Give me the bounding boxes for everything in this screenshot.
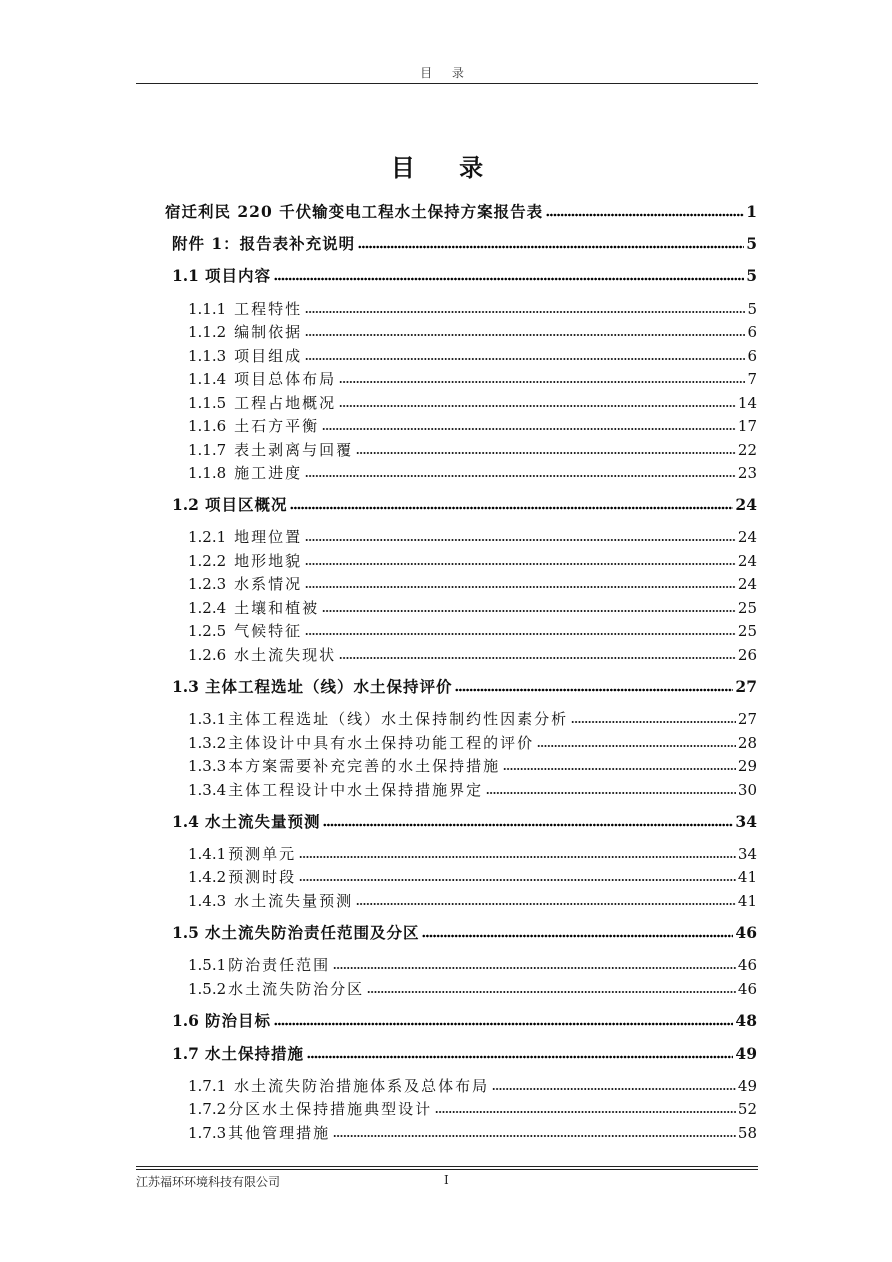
toc-entry-title: 水土流失现状 <box>234 646 337 664</box>
toc-entry-page: 27 <box>735 677 757 696</box>
toc-entry-subsection[interactable] <box>188 462 757 484</box>
toc-entry-subsection[interactable] <box>188 368 757 390</box>
toc-entry-title: 其他管理措施 <box>228 1124 331 1142</box>
toc-entry-page: 27 <box>737 710 757 728</box>
toc-leader-dots <box>305 584 736 590</box>
toc-entry-page: 25 <box>737 599 757 617</box>
toc-entry-number: 1.5.1 <box>188 956 227 974</box>
toc-entry-section[interactable] <box>172 494 757 516</box>
toc-entry-number: 1.2.1 <box>188 528 227 546</box>
toc-entry-page: 6 <box>747 323 757 341</box>
toc-entry-number: 1.2.3 <box>188 575 227 593</box>
toc-entry-page: 7 <box>747 370 757 388</box>
toc-entry-page: 41 <box>737 892 757 910</box>
footer-rule-secondary <box>136 1169 758 1170</box>
toc-entry-subsection[interactable] <box>188 732 757 754</box>
toc-leader-dots <box>339 403 736 409</box>
toc-entry-number: 1.4.3 <box>188 892 227 910</box>
toc-entry-title: 土壤和植被 <box>234 599 320 617</box>
toc-entry-page: 41 <box>737 868 757 886</box>
toc-leader-dots <box>323 822 733 828</box>
toc-entry-title: 水土流失防治措施体系及总体布局 <box>234 1077 490 1095</box>
toc-leader-dots <box>333 1133 736 1139</box>
toc-entry-page: 46 <box>735 923 757 942</box>
toc-entry-title: 本方案需要补充完善的水土保持措施 <box>228 757 501 775</box>
toc-entry-title: 主体设计中具有水土保持功能工程的评价 <box>228 734 535 752</box>
toc-entry-page: 24 <box>737 528 757 546</box>
toc-entry-number: 1.1.1 <box>188 300 227 318</box>
toc-entry-page: 29 <box>737 757 757 775</box>
toc-leader-dots <box>299 877 736 883</box>
toc-entry-page: 30 <box>737 781 757 799</box>
toc-entry-number: 1.7 <box>172 1044 199 1063</box>
toc-entry-title: 水土流失量预测 <box>234 892 354 910</box>
toc-entry-title: 主体工程选址（线）水土保持制约性因素分析 <box>228 710 569 728</box>
toc-leader-dots <box>305 332 745 338</box>
toc-entry-number: 1.2.4 <box>188 599 227 617</box>
toc-entry-page: 26 <box>737 646 757 664</box>
toc-leader-dots <box>503 766 736 772</box>
toc-entry-number: 1.1 <box>172 266 199 285</box>
toc-entry-subsection[interactable] <box>188 890 757 912</box>
toc-entry-number: 1.4.1 <box>188 845 227 863</box>
toc-entry-title: 主体工程选址（线）水土保持评价 <box>204 677 453 696</box>
toc-entry-section[interactable] <box>165 201 757 223</box>
toc-entry-title: 项目区概况 <box>204 495 288 514</box>
toc-entry-subsection[interactable] <box>188 843 757 865</box>
toc-entry-page: 25 <box>737 622 757 640</box>
toc-entry-subsection[interactable] <box>188 755 757 777</box>
toc-leader-dots <box>358 244 744 250</box>
toc-leader-dots <box>455 687 733 693</box>
toc-entry-subsection[interactable] <box>188 866 757 888</box>
toc-entry-title: 分区水土保持措施典型设计 <box>228 1100 433 1118</box>
toc-entry-title: 项目组成 <box>234 347 303 365</box>
toc-entry-subsection[interactable] <box>188 439 757 461</box>
toc-entry-number: 1.1.8 <box>188 464 227 482</box>
toc-entry-number: 1.3 <box>172 677 199 696</box>
toc-leader-dots <box>367 989 736 995</box>
toc-entry-number: 1.7.2 <box>188 1100 227 1118</box>
toc-entry-subsection[interactable] <box>188 708 757 730</box>
toc-entry-section[interactable] <box>172 1010 757 1032</box>
toc-entry-subsection[interactable] <box>188 597 757 619</box>
toc-leader-dots <box>356 901 736 907</box>
toc-entry-page: 24 <box>737 575 757 593</box>
toc-entry-page: 24 <box>737 552 757 570</box>
toc-leader-dots <box>571 719 736 725</box>
toc-entry-number: 1.7.1 <box>188 1077 227 1095</box>
toc-entry-subsection[interactable] <box>188 954 757 976</box>
toc-entry-number: 1.1.4 <box>188 370 227 388</box>
toc-entry-title: 水土保持措施 <box>204 1044 304 1063</box>
toc-leader-dots <box>339 655 736 661</box>
toc-entry-number: 1.5.2 <box>188 980 227 998</box>
toc-entry-title: 防治责任范围 <box>228 956 331 974</box>
toc-entry-number: 1.3.1 <box>188 710 227 728</box>
toc-entry-subsection[interactable] <box>188 415 757 437</box>
toc-entry-section[interactable] <box>172 1043 757 1065</box>
toc-entry-page: 23 <box>737 464 757 482</box>
toc-entry-page: 5 <box>747 300 757 318</box>
toc-entry-section[interactable] <box>172 233 757 255</box>
toc-entry-title: 水土流失量预测 <box>204 812 321 831</box>
toc-entry-number: 1.3.2 <box>188 734 227 752</box>
toc-leader-dots <box>339 379 745 385</box>
toc-entry-number: 1.7.3 <box>188 1124 227 1142</box>
toc-leader-dots <box>537 743 736 749</box>
toc-leader-dots <box>435 1109 736 1115</box>
toc-entry-title: 表土剥离与回覆 <box>234 441 354 459</box>
toc-entry-number: 1.2.2 <box>188 552 227 570</box>
toc-leader-dots <box>290 505 733 511</box>
toc-entry-page: 28 <box>737 734 757 752</box>
toc-entry-subsection[interactable] <box>188 526 757 548</box>
toc-entry-subsection[interactable] <box>188 779 757 801</box>
toc-entry-page: 14 <box>737 394 757 412</box>
toc-entry-subsection[interactable] <box>188 1098 757 1120</box>
toc-entry-page: 22 <box>737 441 757 459</box>
toc-entry-subsection[interactable] <box>188 392 757 414</box>
toc-entry-number: 1.3.4 <box>188 781 227 799</box>
toc-entry-page: 24 <box>735 495 757 514</box>
toc-leader-dots <box>322 608 736 614</box>
toc-entry-section[interactable] <box>172 676 757 698</box>
toc-entry-number: 1.1.6 <box>188 417 227 435</box>
toc-entry-section[interactable] <box>172 265 757 287</box>
toc-entry-subsection[interactable] <box>188 1075 757 1097</box>
toc-entry-number: 1.5 <box>172 923 199 942</box>
toc-entry-title: 项目总体布局 <box>234 370 337 388</box>
toc-leader-dots <box>546 212 744 218</box>
toc-entry-subsection[interactable] <box>188 345 757 367</box>
toc-leader-dots <box>307 1054 733 1060</box>
toc-entry-page: 46 <box>737 980 757 998</box>
toc-entry-page: 34 <box>735 812 757 831</box>
toc-entry-page: 17 <box>737 417 757 435</box>
toc-entry-page: 48 <box>735 1011 757 1030</box>
toc-leader-dots <box>305 309 745 315</box>
toc-entry-number: 1.1.7 <box>188 441 227 459</box>
toc-entry-page: 6 <box>747 347 757 365</box>
header-rule <box>136 83 758 84</box>
toc-entry-title: 宿迁利民 220 千伏输变电工程水土保持方案报告表 <box>165 202 544 221</box>
toc-leader-dots <box>305 537 736 543</box>
toc-entry-subsection[interactable] <box>188 321 757 343</box>
toc-entry-number: 1.2.5 <box>188 622 227 640</box>
toc-entry-title: 项目内容 <box>204 266 271 285</box>
footer-company: 江苏福环环境科技有限公司 <box>136 1175 281 1189</box>
toc-entry-number: 1.4 <box>172 812 199 831</box>
toc-leader-dots <box>486 790 736 796</box>
footer-page-number: I <box>444 1173 449 1187</box>
toc-leader-dots <box>299 854 736 860</box>
toc-leader-dots <box>333 965 736 971</box>
toc-entry-number: 1.1.5 <box>188 394 227 412</box>
toc-leader-dots <box>305 631 736 637</box>
toc-leader-dots <box>305 561 736 567</box>
toc-entry-title: 地形地貌 <box>234 552 303 570</box>
toc-entry-number: 1.2.6 <box>188 646 227 664</box>
toc-entry-section[interactable] <box>172 811 757 833</box>
toc-entry-title: 气候特征 <box>234 622 303 640</box>
toc-leader-dots <box>274 1021 733 1027</box>
toc-entry-title: 预测单元 <box>228 845 297 863</box>
toc-entry-number: 1.1.3 <box>188 347 227 365</box>
toc-entry-page: 49 <box>737 1077 757 1095</box>
toc-entry-title: 施工进度 <box>234 464 303 482</box>
toc-entry-title: 主体工程设计中水土保持措施界定 <box>228 781 484 799</box>
toc-entry-number: 1.1.2 <box>188 323 227 341</box>
toc-entry-number: 1.3.3 <box>188 757 227 775</box>
toc-entry-title: 防治目标 <box>204 1011 271 1030</box>
toc-leader-dots <box>356 450 736 456</box>
toc-entry-subsection[interactable] <box>188 550 757 572</box>
toc-entry-title: 土石方平衡 <box>234 417 320 435</box>
toc-entry-subsection[interactable] <box>188 573 757 595</box>
toc-entry-subsection[interactable] <box>188 1122 757 1144</box>
toc-entry-page: 5 <box>746 266 757 285</box>
running-header: 目 录 <box>420 66 472 80</box>
toc-entry-subsection[interactable] <box>188 298 757 320</box>
toc-leader-dots <box>305 473 736 479</box>
toc-leader-dots <box>322 426 736 432</box>
toc-entry-title: 水系情况 <box>234 575 303 593</box>
toc-leader-dots <box>274 276 744 282</box>
toc-entry-title: 编制依据 <box>234 323 303 341</box>
toc-leader-dots <box>492 1086 736 1092</box>
toc-entry-title: 水土流失防治分区 <box>228 980 365 998</box>
toc-entry-title: 水土流失防治责任范围及分区 <box>204 923 420 942</box>
toc-entry-page: 52 <box>737 1100 757 1118</box>
toc-entry-title: 预测时段 <box>228 868 297 886</box>
toc-entry-number: 1.6 <box>172 1011 199 1030</box>
toc-entry-title: 附件 1：报告表补充说明 <box>172 234 356 253</box>
toc-entry-section[interactable] <box>172 922 757 944</box>
toc-entry-page: 49 <box>735 1044 757 1063</box>
toc-leader-dots <box>305 356 745 362</box>
toc-entry-page: 46 <box>737 956 757 974</box>
toc-entry-title: 工程占地概况 <box>234 394 337 412</box>
toc-entry-title: 地理位置 <box>234 528 303 546</box>
toc-entry-page: 1 <box>746 202 757 221</box>
toc-entry-subsection[interactable] <box>188 978 757 1000</box>
toc-entry-subsection[interactable] <box>188 644 757 666</box>
toc-entry-number: 1.4.2 <box>188 868 227 886</box>
toc-entry-page: 58 <box>737 1124 757 1142</box>
page-title: 目 录 <box>390 153 502 182</box>
toc-leader-dots <box>422 933 733 939</box>
toc-entry-subsection[interactable] <box>188 620 757 642</box>
toc-entry-title: 工程特性 <box>234 300 303 318</box>
toc-entry-page: 5 <box>746 234 757 253</box>
footer-rule <box>136 1166 758 1167</box>
toc-entry-page: 34 <box>737 845 757 863</box>
toc-entry-number: 1.2 <box>172 495 199 514</box>
